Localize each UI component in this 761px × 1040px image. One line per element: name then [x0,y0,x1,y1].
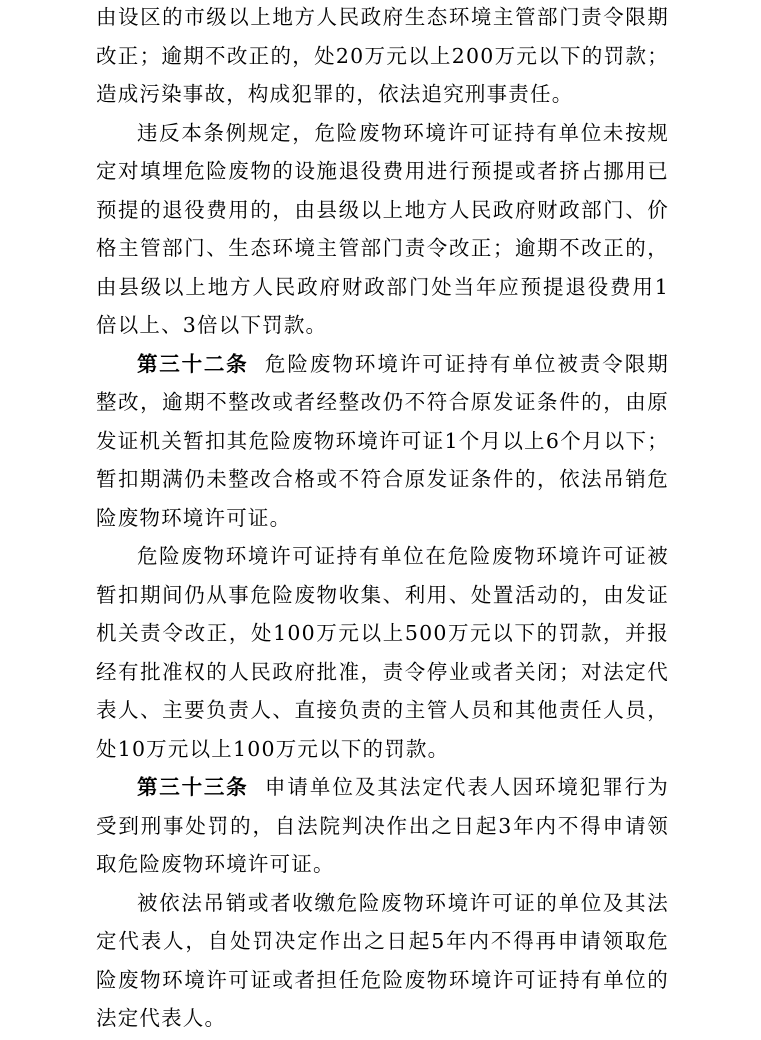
paragraph-suspension-penalty [96,537,669,768]
article-32 [96,345,669,538]
paragraph-text: 申请单位及其法定代表人因环境犯罪行为受到刑事处罚的，自法院判决作出之日起3年内不得申请领取危险废物环境许可证。 [96,775,669,876]
paragraph-text: 违反本条例规定，危险废物环境许可证持有单位未按规定对填埋危险废物的设施退役费用进行预提或者挤占挪用已预提的退役费用的，由县级以上地方人民政府财政部门、价格主管部门、生态环境主管部门责令改正；逾期不改正的，由县级以上地方人民政府财政部门处当年应预提退役费用1倍以上、3倍以下罚款。 [96,120,669,337]
paragraph-revocation-ban [96,884,669,1038]
article-number: 第三十二条 [137,351,249,376]
paragraph-text: 危险废物环境许可证持有单位在危险废物环境许可证被暂扣期间仍从事危险废物收集、利用、处置活动的，由发证机关责令改正，处100万元以上500万元以下的罚款，并报经有批准权的人民政府批准，责令停业或者关闭；对法定代表人、主要负责人、直接负责的主管人员和其他责任人员，处10万元以上100万元以下的罚款。 [96,544,669,761]
paragraph-text: 危险废物环境许可证持有单位被责令限期整改，逾期不整改或者经整改仍不符合原发证条件的，由原发证机关暂扣其危险废物环境许可证1个月以上6个月以下；暂扣期满仍未整改合格或不符合原发证条件的，依法吊销危险废物环境许可证。 [96,351,669,530]
article-33 [96,768,669,884]
article-number: 第三十三条 [137,775,249,799]
paragraph-text: 由设区的市级以上地方人民政府生态环境主管部门责令限期改正；逾期不改正的，处20万元以上200万元以下的罚款；造成污染事故，构成犯罪的，依法追究刑事责任。 [96,5,669,106]
paragraph-continuation [96,0,669,114]
paragraph-fee-provision [96,114,669,345]
paragraph-text: 被依法吊销或者收缴危险废物环境许可证的单位及其法定代表人，自处罚决定作出之日起5年内不得再申请领取危险废物环境许可证或者担任危险废物环境许可证持有单位的法定代表人。 [96,890,669,1030]
